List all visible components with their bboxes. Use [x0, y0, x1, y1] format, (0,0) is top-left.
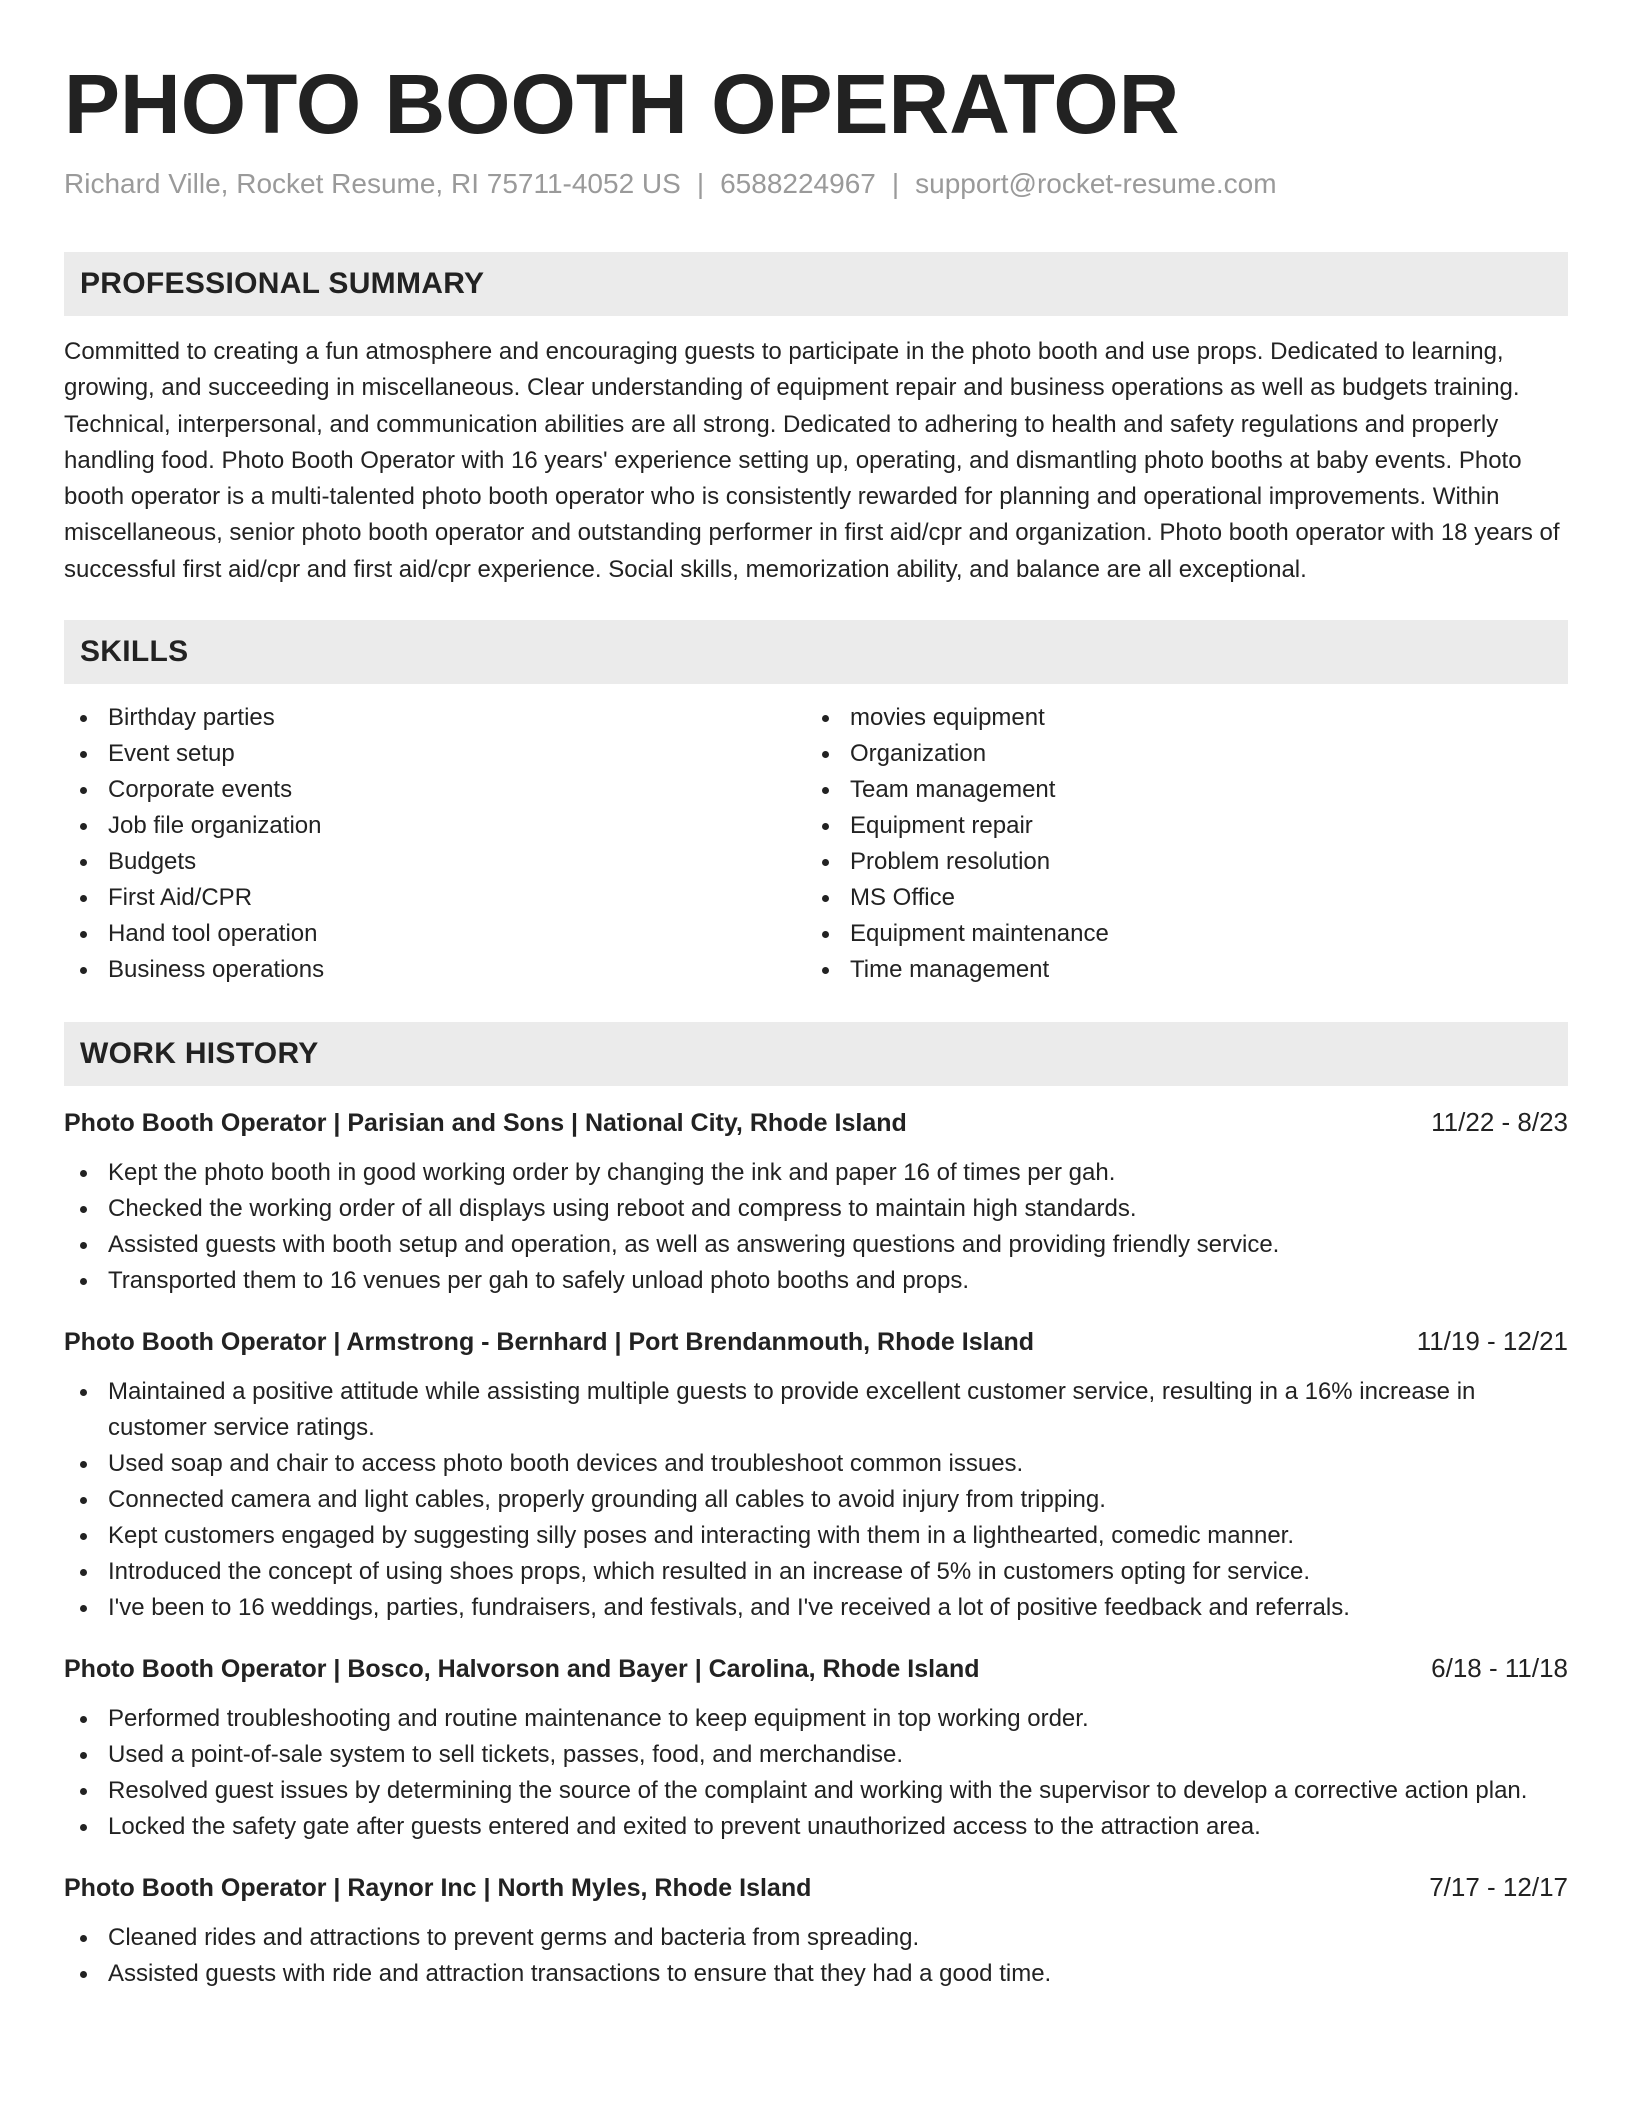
job-bullet: Cleaned rides and attractions to prevent germs and bacteria from spreading.: [64, 1920, 1568, 1956]
job-header: [64, 1869, 1568, 1906]
contact-separator: |: [891, 168, 900, 199]
resume-title: PHOTO BOOTH OPERATOR: [64, 57, 1180, 151]
work-history-heading: WORK HISTORY: [64, 1022, 1568, 1086]
job-bullet: Kept the photo booth in good working order by changing the ink and paper 16 of times per gah.: [64, 1155, 1568, 1191]
contact-address: Richard Ville, Rocket Resume, RI 75711-4052 US: [64, 168, 681, 199]
job-title: Photo Booth Operator | Parisian and Sons | National City, Rhode Island: [64, 1109, 907, 1138]
skill-item: Job file organization: [64, 808, 806, 844]
skill-item: MS Office: [806, 880, 1548, 916]
skill-item: Event setup: [64, 736, 806, 772]
professional-summary-heading: PROFESSIONAL SUMMARY: [64, 252, 1568, 316]
skills-list: [64, 700, 1568, 988]
job-title: Photo Booth Operator | Armstrong - Bernhard | Port Brendanmouth, Rhode Island: [64, 1328, 1035, 1357]
skill-item: Corporate events: [64, 772, 806, 808]
job-bullet: Locked the safety gate after guests entered and exited to prevent unauthorized access to the attraction area.: [64, 1809, 1568, 1845]
job-bullet: Used soap and chair to access photo booth devices and troubleshoot common issues.: [64, 1446, 1568, 1482]
work-history-list: [64, 1104, 1568, 1992]
job-bullet: Checked the working order of all displays using reboot and compress to maintain high standards.: [64, 1191, 1568, 1227]
job-dates: 11/19 - 12/21: [1416, 1326, 1568, 1357]
job-bullet: Assisted guests with ride and attraction transactions to ensure that they had a good time.: [64, 1956, 1568, 1992]
job-bullet: Introduced the concept of using shoes props, which resulted in an increase of 5% in customers opting for service.: [64, 1554, 1568, 1590]
job-bullet-list: [64, 1374, 1568, 1626]
contact-separator: |: [696, 168, 705, 199]
job-entry: [64, 1869, 1568, 1992]
job-bullet: Transported them to 16 venues per gah to safely unload photo booths and props.: [64, 1263, 1568, 1299]
skills-heading: SKILLS: [64, 620, 1568, 684]
job-title: Photo Booth Operator | Raynor Inc | North Myles, Rhode Island: [64, 1874, 812, 1903]
skill-item: Problem resolution: [806, 844, 1548, 880]
skill-item: Equipment repair: [806, 808, 1548, 844]
job-dates: 7/17 - 12/17: [1429, 1872, 1568, 1903]
job-bullet: Connected camera and light cables, properly grounding all cables to avoid injury from tripping.: [64, 1482, 1568, 1518]
job-entry: [64, 1104, 1568, 1299]
contact-phone: 6588224967: [720, 168, 876, 199]
skill-item: First Aid/CPR: [64, 880, 806, 916]
job-header: [64, 1323, 1568, 1360]
resume-page: [64, 0, 1568, 1992]
skill-item: movies equipment: [806, 700, 1548, 736]
skill-item: Time management: [806, 952, 1548, 988]
skill-item: Budgets: [64, 844, 806, 880]
job-entry: [64, 1650, 1568, 1845]
job-bullet: I've been to 16 weddings, parties, fundraisers, and festivals, and I've received a lot of positive feedback and referrals.: [64, 1590, 1568, 1626]
skills-column-left: [64, 700, 806, 988]
job-header: [64, 1104, 1568, 1141]
job-bullet: Resolved guest issues by determining the source of the complaint and working with the supervisor to develop a corrective action plan.: [64, 1773, 1568, 1809]
skill-item: Organization: [806, 736, 1548, 772]
job-dates: 11/22 - 8/23: [1431, 1107, 1568, 1138]
job-dates: 6/18 - 11/18: [1431, 1653, 1568, 1684]
skill-item: Business operations: [64, 952, 806, 988]
job-bullet: Maintained a positive attitude while assisting multiple guests to provide excellent customer service, resulting in a 16% increase in customer service ratings.: [64, 1374, 1568, 1446]
job-title: Photo Booth Operator | Bosco, Halvorson and Bayer | Carolina, Rhode Island: [64, 1655, 980, 1684]
job-bullet: Performed troubleshooting and routine maintenance to keep equipment in top working order.: [64, 1701, 1568, 1737]
job-bullet-list: [64, 1920, 1568, 1992]
contact-line: [64, 166, 1568, 202]
job-bullet: Kept customers engaged by suggesting silly poses and interacting with them in a lighthearted, comedic manner.: [64, 1518, 1568, 1554]
job-bullet: Assisted guests with booth setup and operation, as well as answering questions and providing friendly service.: [64, 1227, 1568, 1263]
skill-item: Equipment maintenance: [806, 916, 1548, 952]
contact-email: support@rocket-resume.com: [915, 168, 1277, 199]
skills-column-right: [806, 700, 1548, 988]
job-bullet-list: [64, 1155, 1568, 1299]
job-bullet-list: [64, 1701, 1568, 1845]
professional-summary-text: Committed to creating a fun atmosphere and encouraging guests to participate in the photo booth and use props. Dedicated to learning, growing, and succeeding in miscellaneous. Clear understanding of equipment repair and business operations as well as budgets training. Technical, interpersonal, and communication abilities are all strong. Dedicated to adhering to health and safety regulations and properly handling food. Photo Booth Operator with 16 years' experience setting up, operating, and dismantling photo booths at baby events. Photo booth operator is a multi-talented photo booth operator who is consistently rewarded for planning and operational improvements. Within miscellaneous, senior photo booth operator and outstanding performer in first aid/cpr and organization. Photo booth operator with 18 years of successful first aid/cpr and first aid/cpr experience. Social skills, memorization ability, and balance are all exceptional.: [64, 338, 1560, 583]
skill-item: Team management: [806, 772, 1548, 808]
job-header: [64, 1650, 1568, 1687]
job-entry: [64, 1323, 1568, 1626]
skill-item: Hand tool operation: [64, 916, 806, 952]
skill-item: Birthday parties: [64, 700, 806, 736]
job-bullet: Used a point-of-sale system to sell tickets, passes, food, and merchandise.: [64, 1737, 1568, 1773]
